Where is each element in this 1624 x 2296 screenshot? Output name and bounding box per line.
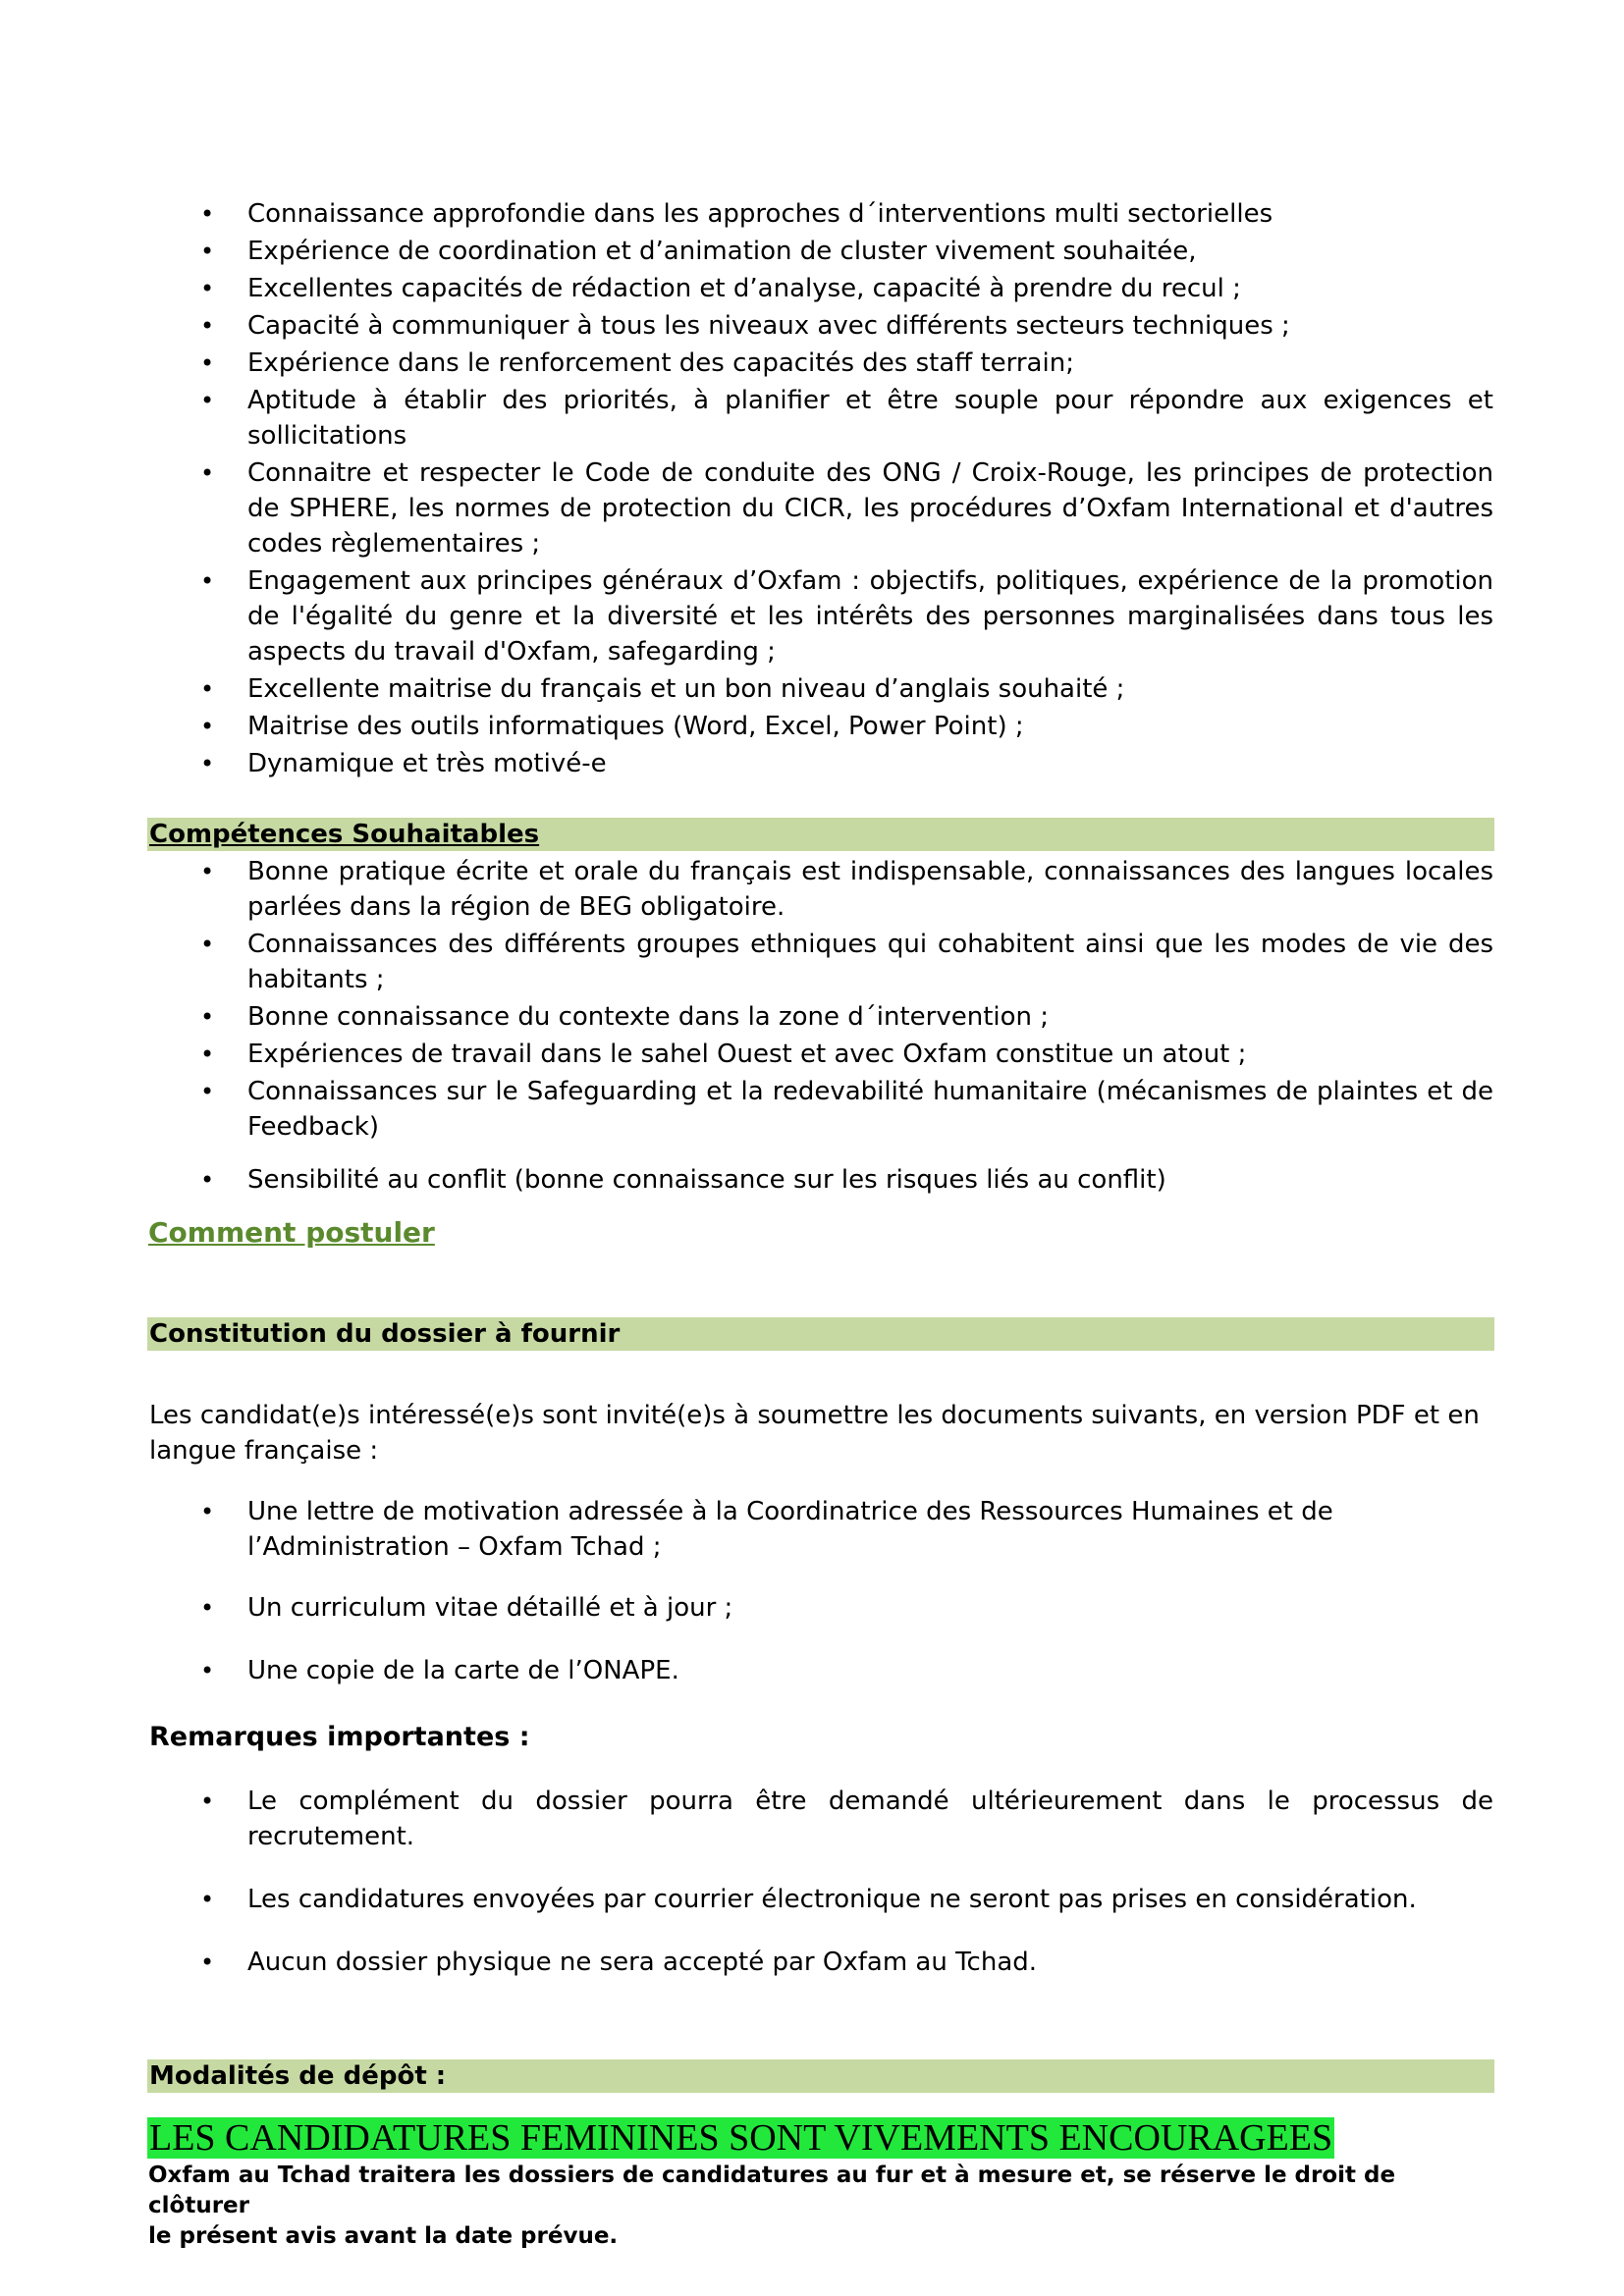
qualifications-list bbox=[200, 196, 1493, 781]
dossier-intro: Les candidat(e)s intéressé(e)s sont invité(e)s à soumettre les documents suivants, en version PDF et en langue française : bbox=[149, 1401, 1480, 1466]
list-item: • Maitrise des outils informatiques (Word, Excel, Power Point) ; bbox=[200, 709, 1493, 744]
encouragement-banner: LES CANDIDATURES FEMININES SONT VIVEMENTS ENCOURAGEES bbox=[149, 2117, 1333, 2159]
list-item: • Aucun dossier physique ne sera accepté par Oxfam au Tchad. bbox=[200, 1945, 1493, 1980]
dossier-heading bbox=[147, 1317, 1494, 1351]
list-item: • Aptitude à établir des priorités, à planifier et être souple pour répondre aux exigences et sollicitations bbox=[200, 383, 1493, 454]
list-item: • Engagement aux principes généraux d’Oxfam : objectifs, politiques, expérience de la promotion de l'égalité du genre et la diversité et les intérêts des personnes marginalisées dans tous les aspects du travail d'Oxfam, safegarding ; bbox=[200, 563, 1493, 669]
list-item: • Expériences de travail dans le sahel Ouest et avec Oxfam constitue un atout ; bbox=[200, 1037, 1493, 1072]
competences-title: Compétences Souhaitables bbox=[149, 820, 540, 849]
closing-line: le présent avis avant la date prévue. bbox=[148, 2223, 619, 2249]
competences-list bbox=[200, 854, 1493, 1198]
apply-link[interactable]: Comment postuler bbox=[148, 1216, 435, 1249]
closing-line: Oxfam au Tchad traitera les dossiers de candidatures au fur et à mesure et, se réserve le droit de clôturer bbox=[148, 2163, 1396, 2218]
list-item: • Connaitre et respecter le Code de conduite des ONG / Croix-Rouge, les principes de protection de SPHERE, les normes de protection du CICR, les procédures d’Oxfam International et d'autres codes règlementaires ; bbox=[200, 455, 1493, 561]
list-item: • Une copie de la carte de l’ONAPE. bbox=[200, 1653, 1493, 1688]
list-item: • Connaissances sur le Safeguarding et la redevabilité humanitaire (mécanismes de plaintes et de Feedback) bbox=[200, 1074, 1493, 1145]
modalites-heading bbox=[147, 2059, 1494, 2093]
closing-note bbox=[148, 2161, 1425, 2252]
list-item: • Connaissance approfondie dans les approches d´interventions multi sectorielles bbox=[200, 196, 1493, 232]
modalites-title: Modalités de dépôt : bbox=[149, 2061, 447, 2091]
list-item: • Expérience de coordination et d’animation de cluster vivement souhaitée, bbox=[200, 234, 1493, 269]
dossier-title: Constitution du dossier à fournir bbox=[149, 1319, 621, 1349]
list-item: • Capacité à communiquer à tous les niveaux avec différents secteurs techniques ; bbox=[200, 308, 1493, 344]
list-item: • Excellente maitrise du français et un bon niveau d’anglais souhaité ; bbox=[200, 671, 1493, 707]
list-item: • Un curriculum vitae détaillé et à jour ; bbox=[200, 1590, 1493, 1626]
list-item: • Expérience dans le renforcement des capacités des staff terrain; bbox=[200, 346, 1493, 381]
list-item: • Sensibilité au conflit (bonne connaissance sur les risques liés au conflit) bbox=[200, 1162, 1493, 1198]
list-item: • Bonne connaissance du contexte dans la zone d´intervention ; bbox=[200, 999, 1493, 1035]
list-item: • Excellentes capacités de rédaction et d’analyse, capacité à prendre du recul ; bbox=[200, 271, 1493, 306]
list-item: • Le complément du dossier pourra être demandé ultérieurement dans le processus de recrutement. bbox=[200, 1784, 1493, 1854]
list-item: • Bonne pratique écrite et orale du français est indispensable, connaissances des langues locales parlées dans la région de BEG obligatoire. bbox=[200, 854, 1493, 925]
dossier-list bbox=[200, 1494, 1493, 1688]
remarques-list bbox=[200, 1784, 1493, 1980]
competences-heading bbox=[147, 818, 1494, 851]
list-item: • Une lettre de motivation adressée à la Coordinatrice des Ressources Humaines et de l’Administration – Oxfam Tchad ; bbox=[200, 1494, 1493, 1565]
list-item: • Dynamique et très motivé-e bbox=[200, 746, 1493, 781]
list-item: • Les candidatures envoyées par courrier électronique ne seront pas prises en considération. bbox=[200, 1882, 1493, 1917]
remarques-title: Remarques importantes : bbox=[149, 1722, 530, 1752]
list-item: • Connaissances des différents groupes ethniques qui cohabitent ainsi que les modes de vie des habitants ; bbox=[200, 927, 1493, 997]
